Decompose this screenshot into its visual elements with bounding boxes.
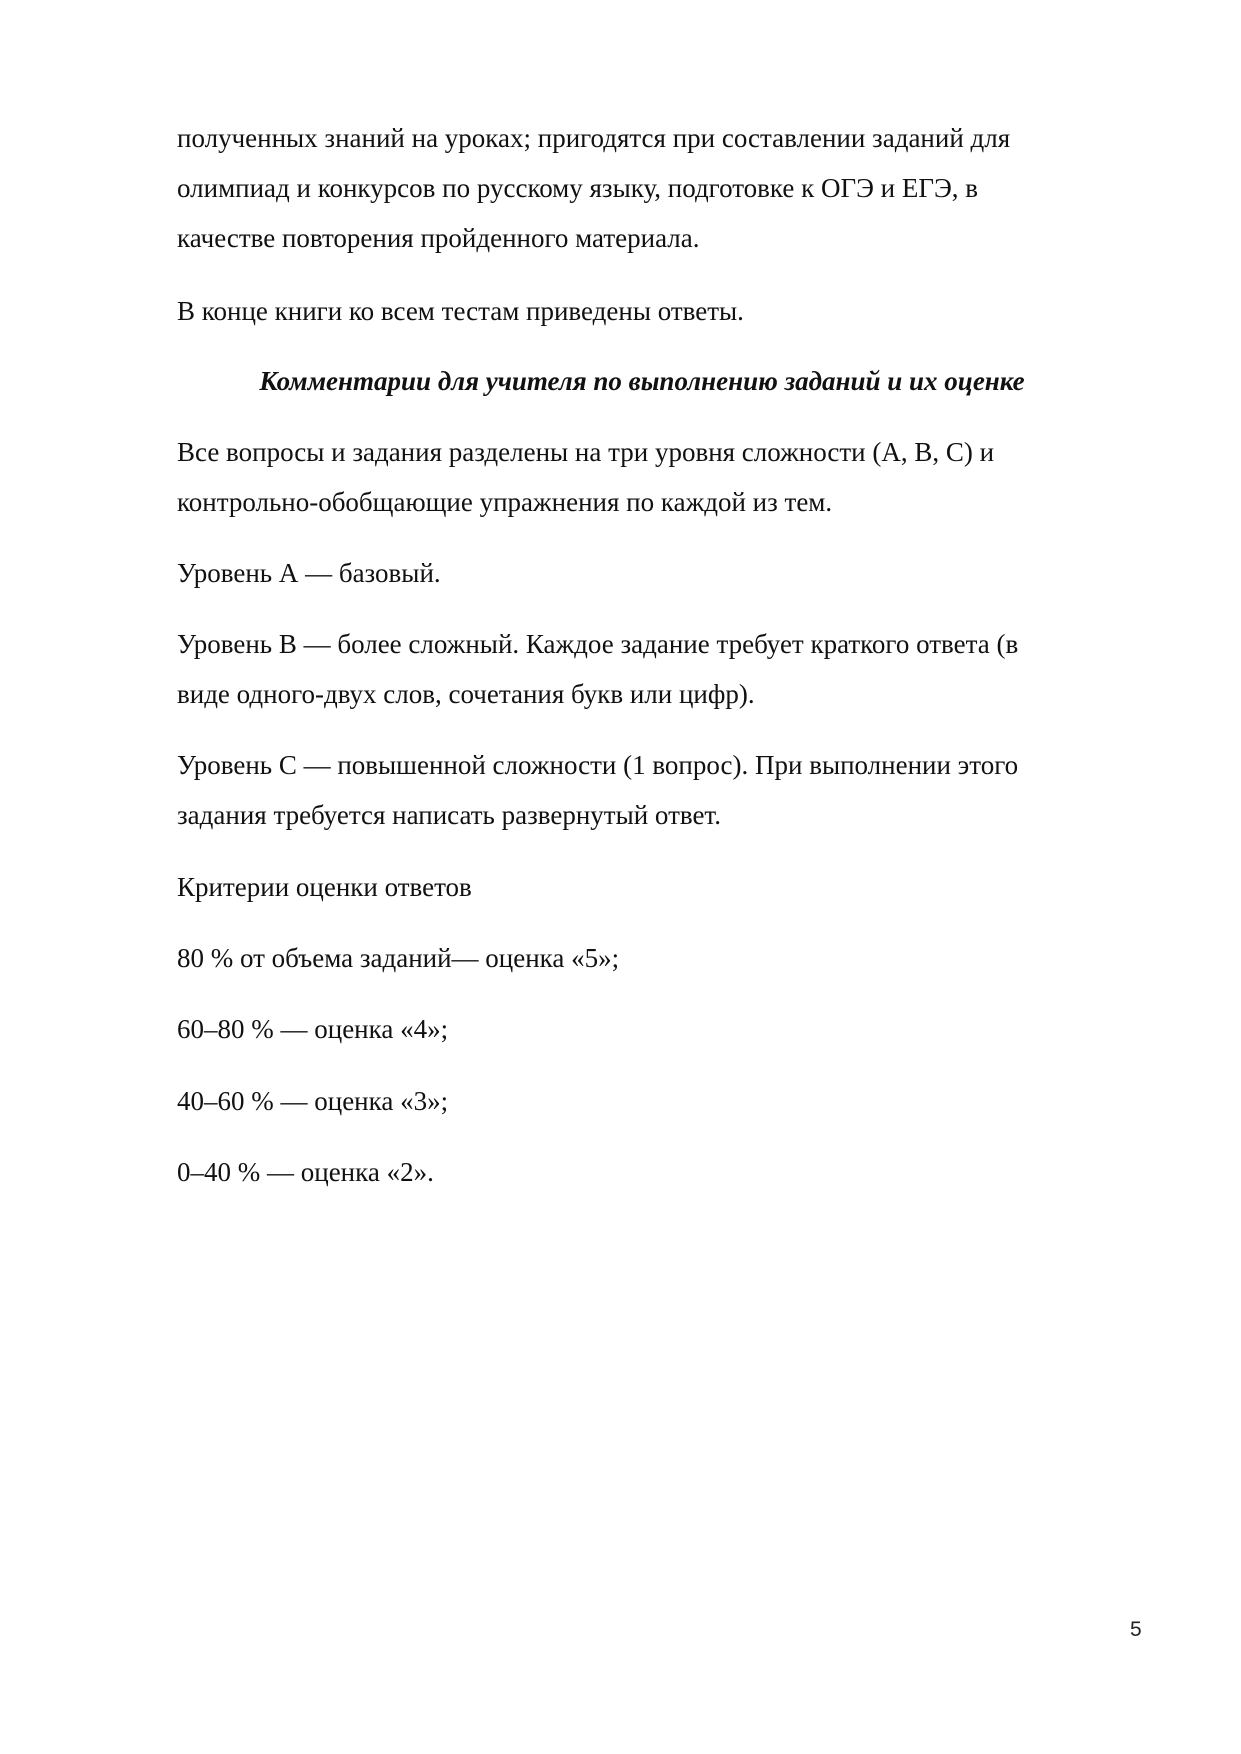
criteria-item-3: 40–60 % — оценка «3»; (177, 1086, 449, 1116)
criteria-item-4: 0–40 % — оценка «2». (177, 1157, 434, 1187)
page-number: 5 (1130, 1618, 1142, 1641)
intro-line-2: олимпиад и конкурсов по русскому языку, подготовке к ОГЭ и ЕГЭ, в (177, 173, 979, 203)
intro-paragraph (177, 113, 1107, 263)
criteria-item-1: 80 % от объема заданий— оценка «5»; (177, 943, 620, 973)
levels-intro-paragraph (177, 427, 1107, 527)
criteria-item (177, 933, 1107, 983)
level-a-paragraph (177, 548, 1107, 598)
criteria-item (177, 1147, 1107, 1197)
criteria-title-paragraph (177, 862, 1107, 912)
level-c-line-2: задания требуется написать развернутый ответ. (177, 800, 721, 830)
section-heading: Комментарии для учителя по выполнению заданий и их оценке (259, 366, 1025, 396)
levels-intro-line-1: Все вопросы и задания разделены на три уровня сложности (А, В, С) и (177, 437, 995, 467)
criteria-item-2: 60–80 % — оценка «4»; (177, 1014, 449, 1044)
level-b-line-2: виде одного-двух слов, сочетания букв или цифр). (177, 679, 755, 709)
criteria-item (177, 1076, 1107, 1126)
criteria-item (177, 1004, 1107, 1054)
answers-note-line: В конце книги ко всем тестам приведены ответы. (177, 296, 744, 326)
level-b-paragraph (177, 619, 1107, 719)
level-a-line: Уровень А — базовый. (177, 558, 441, 588)
level-c-paragraph (177, 740, 1107, 840)
answers-note-paragraph (177, 286, 1107, 336)
criteria-title: Критерии оценки ответов (177, 872, 472, 902)
level-c-line-1: Уровень С — повышенной сложности (1 вопрос). При выполнении этого (177, 750, 1019, 780)
levels-intro-line-2: контрольно-обобщающие упражнения по каждой из тем. (177, 487, 833, 517)
level-b-line-1: Уровень В — более сложный. Каждое задание требует краткого ответа (в (177, 629, 1019, 659)
intro-line-3: качестве повторения пройденного материала. (177, 223, 700, 253)
intro-line-1: полученных знаний на уроках; пригодятся при составлении заданий для (177, 123, 1011, 153)
